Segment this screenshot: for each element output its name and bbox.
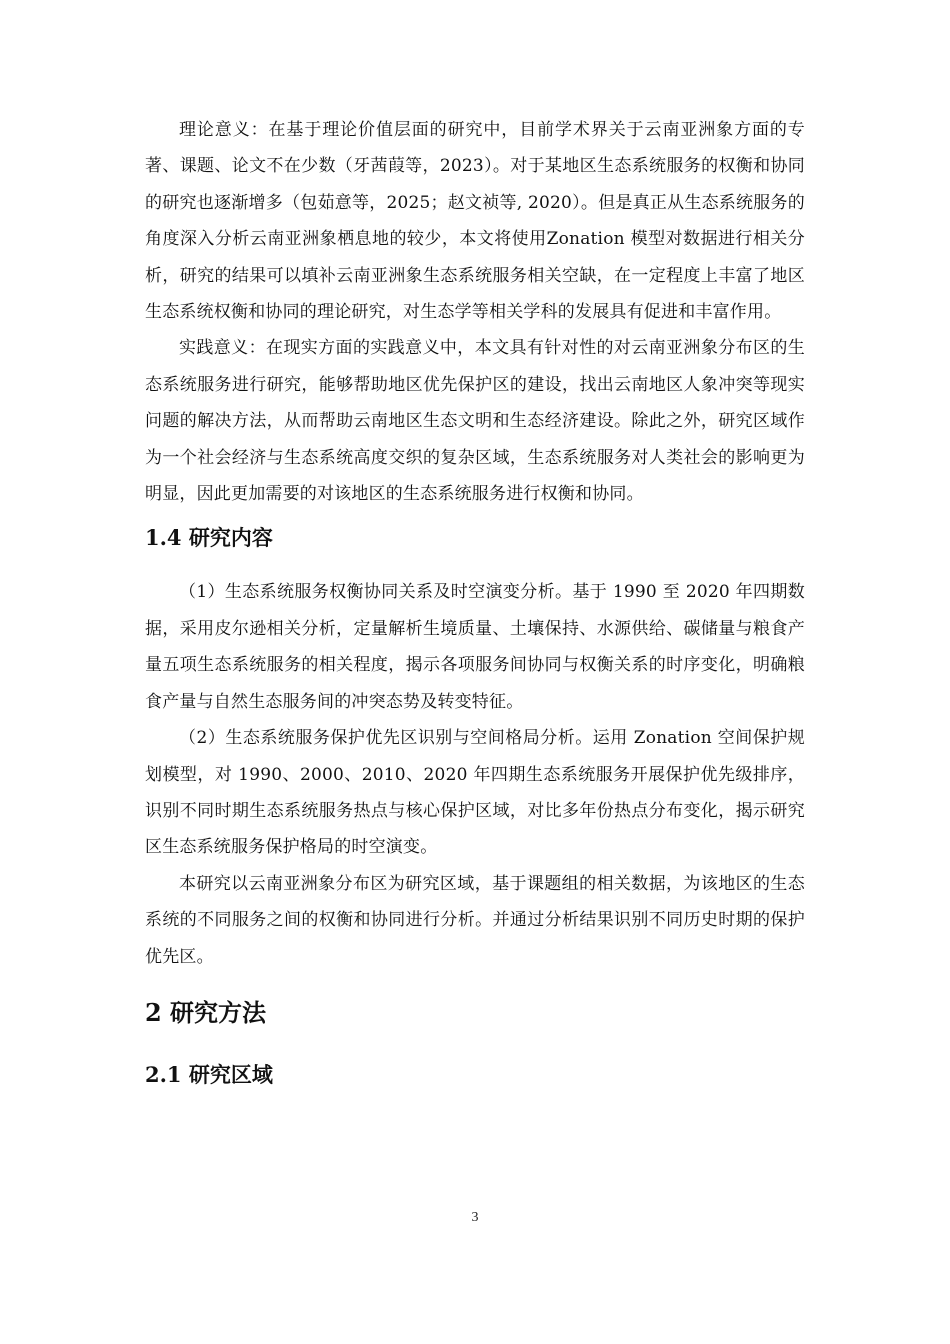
- paragraph-research-summary: 本研究以云南亚洲象分布区为研究区域，基于课题组的相关数据，为该地区的生态系统的不同服务之间的权衡和协同进行分析。并通过分析结果识别不同历史时期的保护优先区。: [145, 873, 805, 967]
- paragraph-research-content-2: （2）生态系统服务保护优先区识别与空间格局分析。运用 Zonation 空间保护规划模型，对 1990、2000、2010、2020 年四期生态系统服务开展保护优先级排序，识别不同时期生态系统服务热点与核心保护区域，对比多年份热点分布变化，揭示研究区生态系统服务保护格局的时空演变。: [145, 728, 805, 858]
- page-number: 3: [471, 1210, 479, 1225]
- paragraph-practical-significance: 实践意义：在现实方面的实践意义中，本文具有针对性的对云南亚洲象分布区的生态系统服务进行研究，能够帮助地区优先保护区的建设，找出云南地区人象冲突等现实问题的解决方法，从而帮助云南地区生态文明和生态经济建设。除此之外，研究区域作为一个社会经济与生态系统高度交织的复杂区域，生态系统服务对人类社会的影响更为明显，因此更加需要的对该地区的生态系统服务进行权衡和协同。: [145, 338, 805, 505]
- heading-section-1-4: 1.4 研究内容: [145, 525, 273, 551]
- paragraph-research-content-1: （1）生态系统服务权衡协同关系及时空演变分析。基于 1990 至 2020 年四期数据，采用皮尔逊相关分析，定量解析生境质量、土壤保持、水源供给、碳储量与粮食产量五项生态系统服务的相关程度，揭示各项服务间协同与权衡关系的时序变化，明确粮食产量与自然生态服务间的冲突态势及转变特征。: [145, 582, 805, 712]
- page-content: [145, 112, 805, 1111]
- paragraph-theoretical-significance: 理论意义：在基于理论价值层面的研究中，目前学术界关于云南亚洲象方面的专著、课题、论文不在少数（牙茜葭等，2023）。对于某地区生态系统服务的权衡和协同的研究也逐渐增多（包茹意等，2025；赵文祯等, 2020）。但是真正从生态系统服务的角度深入分析云南亚洲象栖息地的较少，本文将使用Zonation 模型对数据进行相关分析，研究的结果可以填补云南亚洲象生态系统服务相关空缺，在一定程度上丰富了地区生态系统权衡和协同的理论研究，对生态学等相关学科的发展具有促进和丰富作用。: [145, 120, 805, 323]
- heading-section-2: 2 研究方法: [145, 997, 267, 1027]
- heading-section-2-1: 2.1 研究区域: [145, 1061, 273, 1087]
